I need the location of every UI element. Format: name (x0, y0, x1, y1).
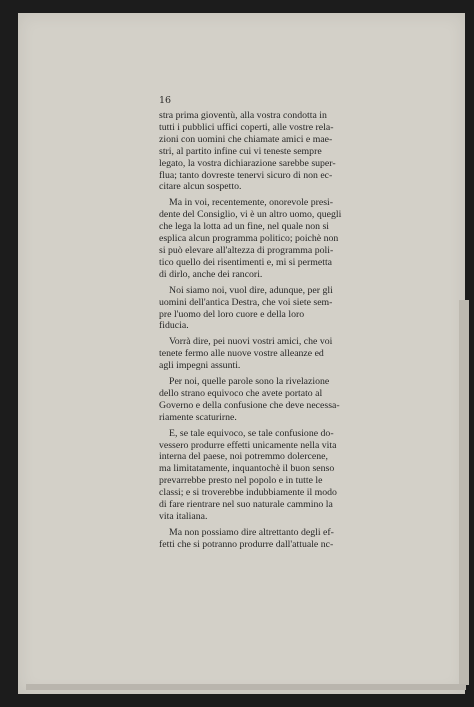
text-line: stri, al partito infine cui vi teneste sempre (159, 145, 322, 157)
text-line: Per noi, quelle parole sono la rivelazione (169, 376, 330, 388)
text-line: fiducia. (159, 320, 189, 332)
page-edge (459, 300, 469, 685)
paragraph-1 (159, 110, 371, 193)
text-line: di dirlo, anche dei rancori. (159, 268, 263, 280)
text-line: ma limitatamente, inquantochè il buon senso (159, 463, 335, 475)
text-line: E, se tale equivoco, se tale confusione do- (169, 427, 334, 439)
text-line: uomini dell'antica Destra, che voi siete sem- (159, 296, 333, 308)
page-shadow (26, 684, 466, 690)
text-line: classi; e si troverebbe indubbiamente il modo (159, 487, 337, 499)
paragraph-4 (159, 336, 371, 372)
text-line: Vorrà dire, pei nuovi vostri amici, che voi (169, 336, 333, 348)
paragraph-2 (159, 197, 371, 280)
text-line: flua; tanto dovreste tenervi sicuro di non ec- (159, 169, 333, 181)
text-line: legato, la vostra dichiarazione sarebbe super- (159, 157, 336, 169)
text-line: riamente scaturirne. (159, 411, 237, 423)
text-line: di fare rientrare nel suo naturale cammino la (159, 499, 333, 511)
paragraph-6 (159, 428, 371, 523)
text-line: esplica alcun programma politico; poichè non (159, 233, 339, 245)
paragraph-7 (159, 527, 371, 551)
text-line: tico quello dei risentimenti e, mi si permetta (159, 256, 333, 268)
text-line: si può elevare all'altezza di programma poli- (159, 244, 334, 256)
text-line: Governo e della confusione che deve necessa- (159, 399, 340, 411)
text-line: tutti i pubblici uffici coperti, alle vostre rela- (159, 121, 334, 133)
text-line: stra prima gioventù, alla vostra condotta in (159, 110, 327, 121)
text-line: zioni con uomini che chiamate amici e mae- (159, 133, 333, 145)
text-line: pre l'uomo del loro cuore e della loro (159, 308, 305, 320)
text-line: Ma non possiamo dire altrettanto degli ef- (169, 526, 334, 538)
text-line: Ma in voi, recentemente, onorevole presi- (169, 197, 334, 209)
text-line: agli impegni assunti. (159, 360, 241, 372)
text-line: prevarrebbe presto nel popolo e in tutte le (159, 475, 323, 487)
text-line: dello strano equivoco che avete portato al (159, 387, 323, 399)
text-line: Noi siamo noi, vuol dire, adunque, per gli (169, 284, 333, 296)
text-line: citare alcun sospetto. (159, 181, 242, 193)
text-line: fetti che si potranno produrre dall'attuale nc- (159, 538, 334, 550)
text-line: vessero produrre effetti unicamente nella vita (159, 439, 337, 451)
paragraph-5 (159, 376, 371, 424)
body-text (159, 110, 371, 551)
text-line: vita italiana. (159, 511, 208, 522)
text-line: interna del paese, noi potremmo dolercene, (159, 451, 328, 463)
text-line: dente del Consiglio, vi è un altro uomo, quegli (159, 209, 342, 221)
page-number: 16 (159, 95, 172, 106)
paragraph-3 (159, 285, 371, 333)
text-line: tenete fermo alle nuove vostre alleanze ed (159, 348, 324, 360)
text-line: che lega la lotta ad un fine, nel quale non si (159, 221, 330, 233)
